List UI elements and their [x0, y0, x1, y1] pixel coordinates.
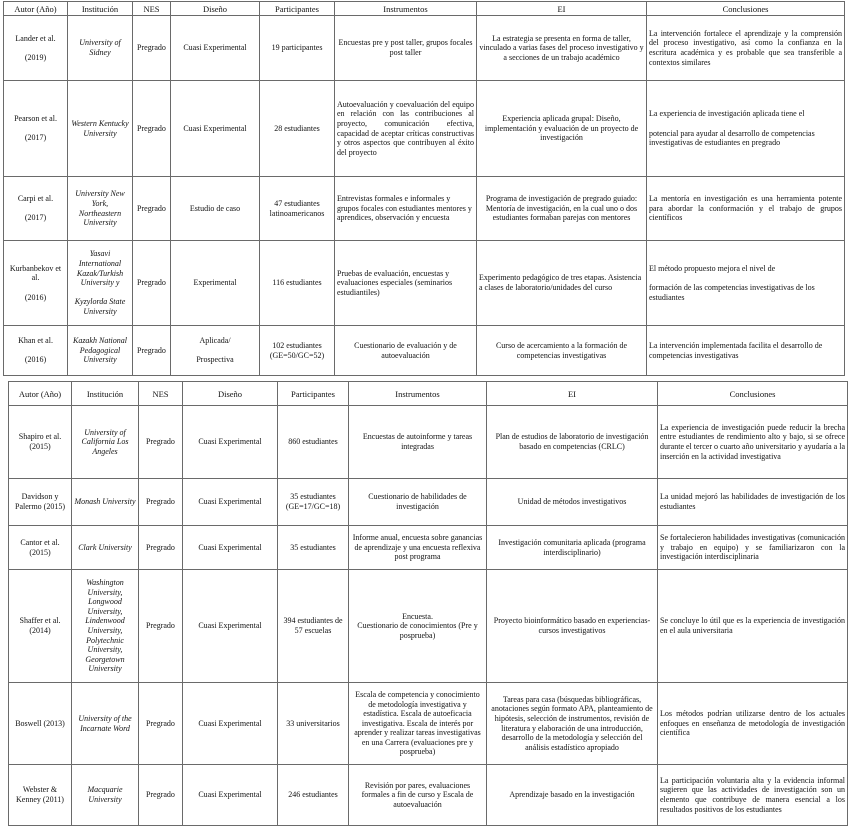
table-header-row — [9, 382, 848, 406]
cell-autor: Shapiro et al. (2015) — [9, 406, 72, 479]
cell-diseno: Cuasi Experimental — [183, 406, 278, 479]
cell-instrumentos: Encuestas pre y post taller, grupos focales post taller — [335, 16, 477, 81]
cell-ei: Experiencia aplicada grupal: Diseño, implementación y evaluación de un proyecto de investigación — [477, 81, 647, 177]
cell-institucion: University of Sidney — [68, 16, 133, 81]
header-diseno: Diseño — [183, 382, 278, 406]
header-instrumentos: Instrumentos — [349, 382, 487, 406]
cell-diseno: Cuasi Experimental — [183, 683, 278, 765]
cell-participantes: 102 estudiantes (GE=50/GC=52) — [260, 326, 335, 376]
cell-ei: Programa de investigación de pregrado guiado: Mentoría de investigación, en la cual uno o dos estudiantes formaban parejas con mentores — [477, 177, 647, 241]
cell-conclusiones: La mentoría en investigación es una herramienta potente para abordar la conformación y el trabajo de grupos científicos — [647, 177, 845, 241]
instrumentos-line-2: Cuestionario de conocimientos (Pre y posprueba) — [357, 621, 478, 640]
cell-participantes: 47 estudiantes latinoamericanos — [260, 177, 335, 241]
autor-year: (2017) — [24, 133, 47, 143]
cell-conclusiones — [647, 241, 845, 326]
cell-ei: Experimento pedagógico de tres etapas. Asistencia a clases de laboratorio/unidades del curso — [477, 241, 647, 326]
cell-institucion: University New York, Northeastern University — [68, 177, 133, 241]
cell-ei: Unidad de métodos investigativos — [487, 479, 658, 526]
header-conclusiones: Conclusiones — [647, 2, 845, 16]
header-participantes: Participantes — [260, 2, 335, 16]
cell-conclusiones: La experiencia de investigación puede reducir la brecha entre estudiantes de rendimiento alto y bajo, si se ofrece durante el tercer o cuarto año universitario y ayudaría a la inserción en la actividad investigativa — [658, 406, 848, 479]
cell-conclusiones: La intervención implementada facilita el desarrollo de competencias investigativas — [647, 326, 845, 376]
cell-autor — [4, 177, 68, 241]
table-row — [9, 526, 848, 570]
header-instrumentos: Instrumentos — [335, 2, 477, 16]
header-ei: EI — [477, 2, 647, 16]
cell-diseno: Cuasi Experimental — [183, 526, 278, 570]
cell-institucion: University of California Los Angeles — [72, 406, 139, 479]
table-row — [4, 16, 845, 81]
conclusiones-line-1: El método propuesto mejora el nivel de — [649, 263, 776, 273]
cell-participantes: 19 participantes — [260, 16, 335, 81]
cell-participantes: 28 estudiantes — [260, 81, 335, 177]
cell-institucion: Clark University — [72, 526, 139, 570]
cell-nes: Pregrado — [133, 326, 171, 376]
table-row — [4, 326, 845, 376]
cell-autor — [4, 16, 68, 81]
cell-autor: Shaffer et al. (2014) — [9, 570, 72, 683]
cell-autor — [4, 326, 68, 376]
cell-institucion: Macquarie University — [72, 765, 139, 826]
cell-instrumentos: Informe anual, encuesta sobre ganancias de aprendizaje y una encuesta reflexiva post programa — [349, 526, 487, 570]
conclusiones-line-1: La experiencia de investigación aplicada tiene el — [649, 109, 805, 119]
cell-institucion: Western Kentucky University — [68, 81, 133, 177]
cell-nes: Pregrado — [139, 526, 183, 570]
cell-participantes: 33 universitarios — [278, 683, 349, 765]
cell-participantes: 35 estudiantes — [278, 526, 349, 570]
cell-instrumentos: Cuestionario de habilidades de investigación — [349, 479, 487, 526]
header-diseno: Diseño — [171, 2, 260, 16]
cell-ei: Tareas para casa (búsquedas bibliográficas, anotaciones según formato APA, planteamiento de hipótesis, selección de instrumentos, revisión de literatura y elaboración de una introducción, desarrollo de la metodología y selección del análisis estadístico apropiado — [487, 683, 658, 765]
cell-nes: Pregrado — [133, 81, 171, 177]
table-row — [9, 765, 848, 826]
header-nes: NES — [139, 382, 183, 406]
cell-instrumentos: Autoevaluación y coevaluación del equipo en relación con las contribuciones al proyecto, comunicación efectiva, capacidad de aceptar críticas constructivas y otros aspectos que contribuyen al éxito del proyecto — [335, 81, 477, 177]
cell-institucion — [68, 241, 133, 326]
cell-instrumentos: Encuestas de autoinforme y tareas integradas — [349, 406, 487, 479]
header-participantes: Participantes — [278, 382, 349, 406]
cell-instrumentos: Revisión por pares, evaluaciones formales a fin de curso y Escala de autoevaluación — [349, 765, 487, 826]
cell-nes: Pregrado — [139, 479, 183, 526]
table-row — [9, 406, 848, 479]
cell-conclusiones: La participación voluntaria alta y la evidencia informal sugieren que las actividades de investigación son un elemento que contribuye de manera esencial a los resultados positivos de los estudiantes — [658, 765, 848, 826]
research-table-part-2 — [8, 381, 848, 826]
diseno-line-2: Prospectiva — [196, 355, 234, 365]
header-autor: Autor (Año) — [4, 2, 68, 16]
header-institucion: Institución — [72, 382, 139, 406]
cell-ei: Investigación comunitaria aplicada (programa interdisciplinario) — [487, 526, 658, 570]
cell-participantes: 860 estudiantes — [278, 406, 349, 479]
cell-diseno: Cuasi Experimental — [171, 16, 260, 81]
cell-participantes: 116 estudiantes — [260, 241, 335, 326]
cell-nes: Pregrado — [133, 241, 171, 326]
cell-participantes: 35 estudiantes (GE=17/GC=18) — [278, 479, 349, 526]
cell-diseno: Estudio de caso — [171, 177, 260, 241]
cell-instrumentos — [349, 570, 487, 683]
instrumentos-line-1: Encuesta. — [402, 611, 433, 621]
cell-ei: La estrategia se presenta en forma de taller, vinculado a varias fases del proceso investigativo y a secciones de un trabajo académico — [477, 16, 647, 81]
cell-diseno: Experimental — [171, 241, 260, 326]
cell-nes: Pregrado — [139, 683, 183, 765]
cell-participantes: 246 estudiantes — [278, 765, 349, 826]
cell-autor: Cantor et al. (2015) — [9, 526, 72, 570]
header-nes: NES — [133, 2, 171, 16]
table-row — [4, 81, 845, 177]
cell-autor: Boswell (2013) — [9, 683, 72, 765]
cell-conclusiones: Se fortalecieron habilidades investigativas (comunicación y trabajo en equipo) y se familiarizaron con la investigación interdisciplinaria — [658, 526, 848, 570]
cell-diseno: Cuasi Experimental — [183, 570, 278, 683]
conclusiones-line-2: potencial para ayudar al desarrollo de competencias investigativas de estudiantes en pregrado — [649, 128, 815, 148]
table-row — [4, 177, 845, 241]
autor-name: Khan et al. — [18, 336, 53, 346]
institucion-line-1: Yasavi International Kazak/Turkish University y — [76, 249, 124, 288]
autor-year: (2016) — [24, 292, 47, 302]
autor-name: Pearson et al. — [14, 114, 57, 124]
cell-autor: Davidson y Palermo (2015) — [9, 479, 72, 526]
cell-ei: Aprendizaje basado en la investigación — [487, 765, 658, 826]
cell-ei: Curso de acercamiento a la formación de competencias investigativas — [477, 326, 647, 376]
cell-nes: Pregrado — [139, 406, 183, 479]
autor-year: (2019) — [24, 52, 47, 62]
conclusiones-line-2: formación de las competencias investigativas de los estudiantes — [649, 283, 815, 302]
cell-institucion: University of the Incarnate Word — [72, 683, 139, 765]
autor-name: Lander et al. — [15, 33, 56, 43]
header-institucion: Institución — [68, 2, 133, 16]
table-row — [9, 683, 848, 765]
cell-institucion: Kazakh National Pedagogical University — [68, 326, 133, 376]
cell-conclusiones: Los métodos podrían utilizarse dentro de los actuales enfoques en enseñanza de metodología de investigación científica — [658, 683, 848, 765]
cell-instrumentos: Pruebas de evaluación, encuestas y evaluaciones especiales (seminarios estudiantiles) — [335, 241, 477, 326]
cell-institucion: Monash University — [72, 479, 139, 526]
cell-ei: Proyecto bioinformático basado en experiencias-cursos investigativos — [487, 570, 658, 683]
autor-year: (2016) — [24, 355, 47, 365]
cell-nes: Pregrado — [133, 177, 171, 241]
header-conclusiones: Conclusiones — [658, 382, 848, 406]
cell-conclusiones — [647, 81, 845, 177]
cell-diseno: Cuasi Experimental — [183, 765, 278, 826]
autor-name: Carpi et al. — [17, 194, 54, 204]
header-autor: Autor (Año) — [9, 382, 72, 406]
institucion-line-2: Kyzylorda State University — [74, 297, 126, 316]
table-row — [9, 479, 848, 526]
cell-conclusiones: La intervención fortalece el aprendizaje y la comprensión del proceso investigativo, así como la confianza en la escritura académica y es probable que sea transferible a contextos similares — [647, 16, 845, 81]
cell-diseno: Cuasi Experimental — [171, 81, 260, 177]
cell-instrumentos: Escala de competencia y conocimiento de metodología investigativa y estadística. Escala de autoeficacia investigativa. Escala de interés por aprender y realizar tareas investigativas en una Carrera (evaluaciones pre y posprueba) — [349, 683, 487, 765]
table-header-row — [4, 2, 845, 16]
cell-ei: Plan de estudios de laboratorio de investigación basado en competencias (CRLC) — [487, 406, 658, 479]
cell-instrumentos: Entrevistas formales e informales y grupos focales con estudiantes mentores y aprendices, observación y encuesta — [335, 177, 477, 241]
cell-autor — [4, 81, 68, 177]
cell-conclusiones: Se concluye lo útil que es la experiencia de investigación en el aula universitaria — [658, 570, 848, 683]
cell-nes: Pregrado — [139, 765, 183, 826]
cell-autor: Webster & Kenney (2011) — [9, 765, 72, 826]
diseno-line-1: Aplicada/ — [199, 336, 231, 346]
cell-instrumentos: Cuestionario de evaluación y de autoevaluación — [335, 326, 477, 376]
table-row — [4, 241, 845, 326]
autor-year: (2017) — [24, 213, 47, 223]
cell-institucion: Washington University, Longwood University, Lindenwood University, Polytechnic University, Georgetown University — [72, 570, 139, 683]
table-row — [9, 570, 848, 683]
research-table-part-1 — [3, 1, 845, 376]
cell-diseno — [171, 326, 260, 376]
cell-nes: Pregrado — [139, 570, 183, 683]
autor-name: Kurbanbekov et al. — [9, 263, 62, 283]
cell-diseno: Cuasi Experimental — [183, 479, 278, 526]
cell-conclusiones: La unidad mejoró las habilidades de investigación de los estudiantes — [658, 479, 848, 526]
cell-participantes: 394 estudiantes de 57 escuelas — [278, 570, 349, 683]
cell-autor — [4, 241, 68, 326]
header-ei: EI — [487, 382, 658, 406]
cell-nes: Pregrado — [133, 16, 171, 81]
